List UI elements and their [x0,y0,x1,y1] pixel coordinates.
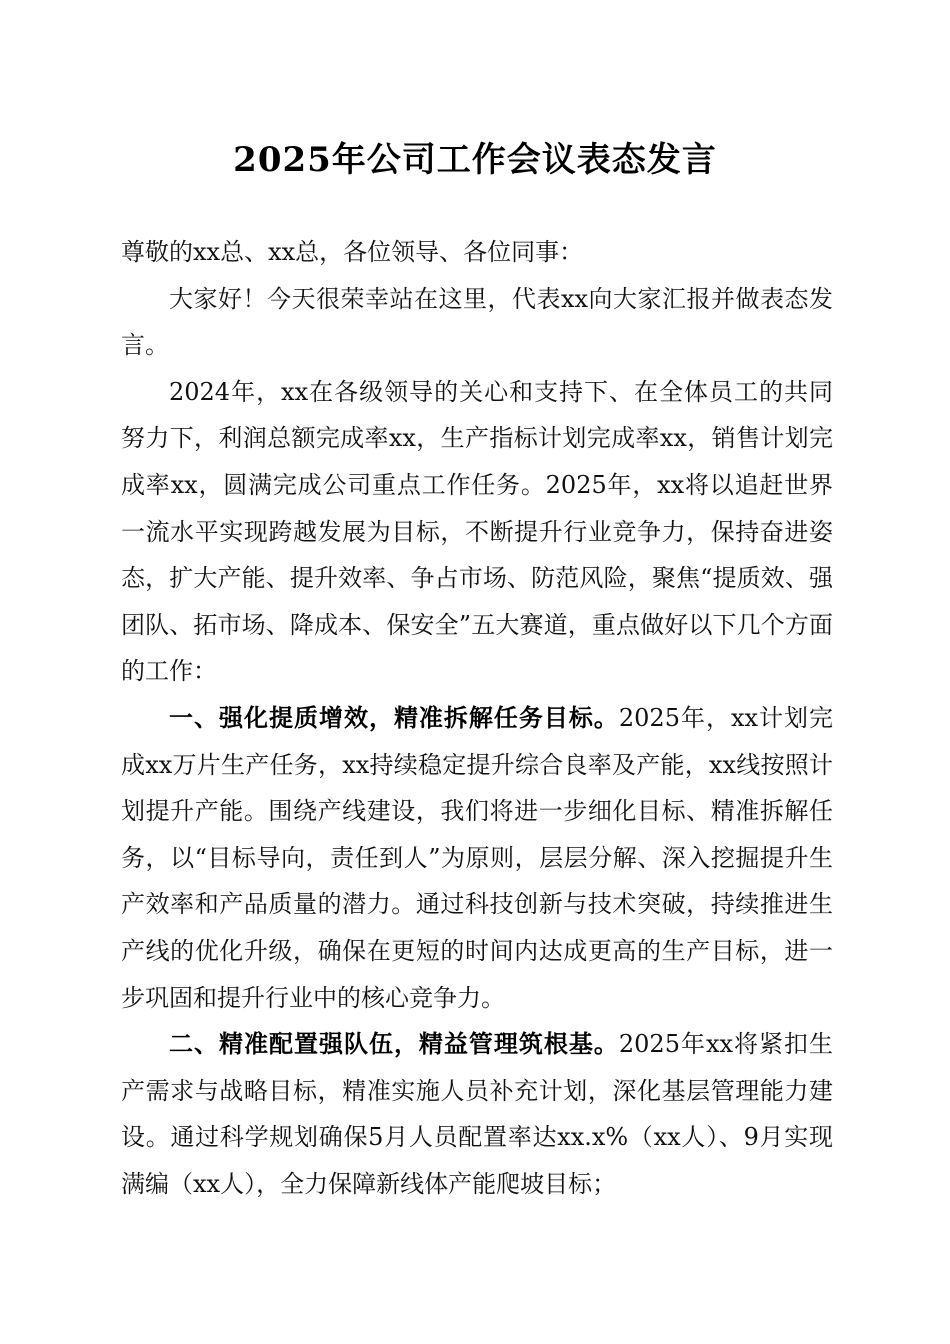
paragraph-greeting [121,276,833,369]
paragraph-review [121,369,833,695]
section-heading: 二、精准配置强队伍，精益管理筑根基。 [169,1029,619,1059]
salutation: 尊敬的xx总、xx总，各位领导、各位同事： [121,238,584,266]
section-heading: 一、强化提质增效，精准拆解任务目标。 [169,702,619,732]
paragraph-section-2 [121,1021,833,1207]
paragraph-section-1 [121,695,833,1021]
paragraph-text: 2025年xx将紧扣生产需求与战略目标，精准实施人员补充计划，深化基层管理能力建设。通过科学规划确保5月人员配置率达xx.x%（xx人）、9月实现满编（xx人），全力保障新线体产能爬坡目标； [121,1030,833,1198]
paragraph-text: 2025年，xx计划完成xx万片生产任务，xx持续稳定提升综合良率及产能，xx线按照计划提升产能。围绕产线建设，我们将进一步细化目标、精准拆解任务，以“目标导向，责任到人”为原则，层层分解、深入挖掘提升生产效率和产品质量的潜力。通过科技创新与技术突破，持续推进生产线的优化升级，确保在更短的时间内达成更高的生产目标，进一步巩固和提升行业中的核心竞争力。 [121,703,833,1012]
document-body [121,229,833,1207]
document-title: 2025年公司工作会议表态发言 [233,140,717,180]
paragraph-text: 大家好！今天很荣幸站在这里，代表xx向大家汇报并做表态发言。 [121,284,833,360]
paragraph-text: 2024年，xx在各级领导的关心和支持下、在全体员工的共同努力下，利润总额完成率xx，生产指标计划完成率xx，销售计划完成率xx，圆满完成公司重点工作任务。2025年，xx将以追赶世界一流水平实现跨越发展为目标，不断提升行业竞争力，保持奋进姿态，扩大产能、提升效率、争占市场、防范风险，聚焦“提质效、强团队、拓市场、降成本、保安全”五大赛道，重点做好以下几个方面的工作： [121,377,833,686]
